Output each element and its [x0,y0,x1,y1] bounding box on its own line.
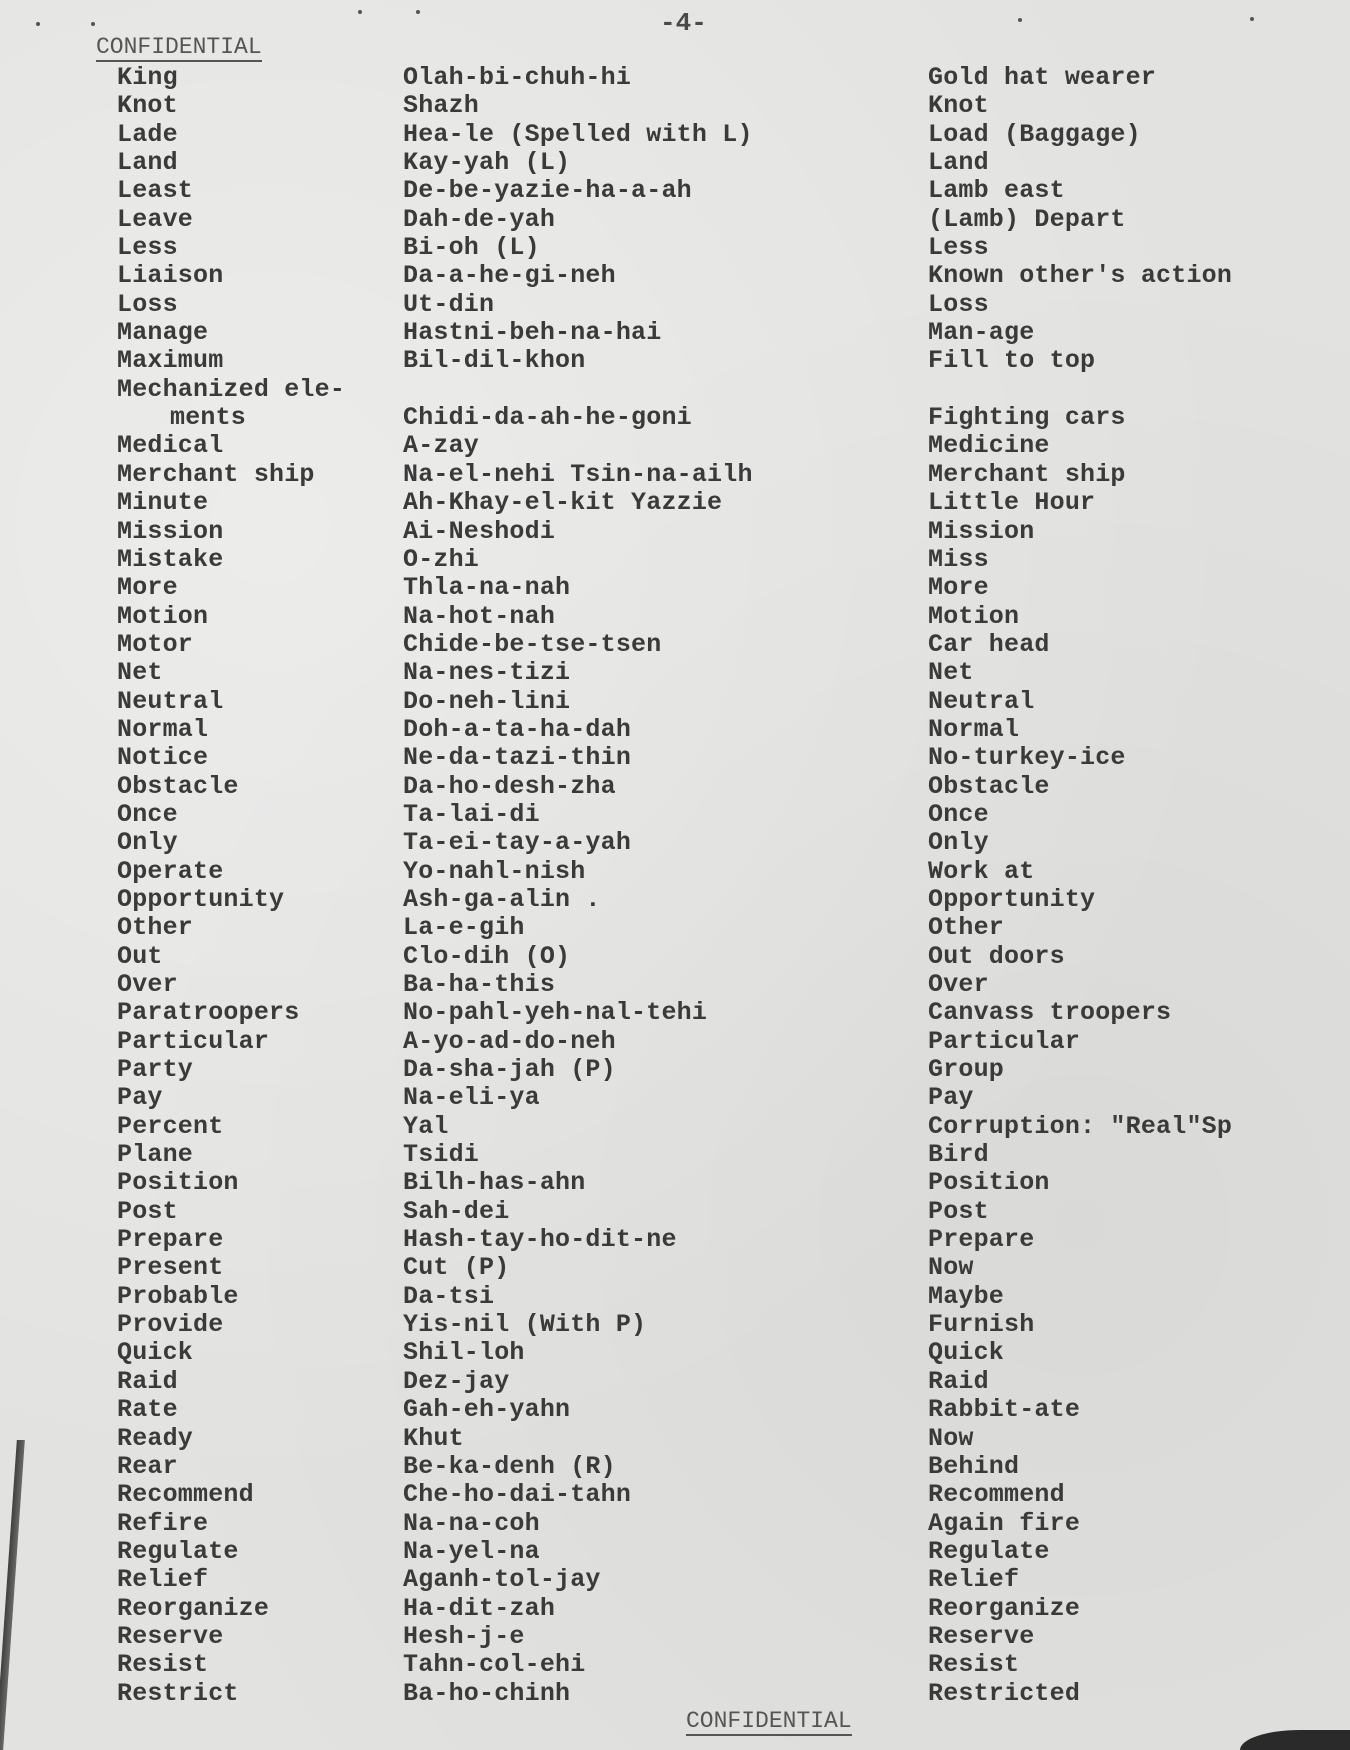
english-word: Obstacle [117,771,239,801]
literal-meaning: Bird [928,1140,989,1170]
navajo-code: Dez-jay [403,1366,510,1396]
english-word: Ready [117,1423,194,1453]
table-row [0,1481,1350,1509]
speck [36,22,40,26]
english-word: Paratroopers [117,998,300,1028]
literal-meaning: Less [928,233,989,263]
english-word: Rear [117,1451,178,1481]
english-word: Mistake [117,544,224,574]
navajo-code: Ne-da-tazi-thin [403,743,632,773]
literal-meaning: Lamb east [928,176,1065,206]
english-word: Mission [117,516,224,546]
english-word: Other [117,913,194,943]
table-row [0,432,1350,460]
footer-confidential-label: CONFIDENTIAL [686,1708,852,1734]
literal-meaning: Once [928,799,989,829]
english-word: Recommend [117,1480,254,1510]
table-row [0,1311,1350,1339]
literal-meaning: Gold hat wearer [928,63,1157,92]
navajo-code: Bi-oh (L) [403,233,540,263]
navajo-code: A-zay [403,431,480,461]
english-word: Opportunity [117,884,285,914]
literal-meaning: Relief [928,1565,1020,1595]
table-row [0,1141,1350,1169]
english-word: Notice [117,743,209,773]
literal-meaning: Regulate [928,1536,1050,1566]
navajo-code: Da-tsi [403,1281,495,1311]
table-row [0,121,1350,149]
table-row [0,92,1350,120]
navajo-code: Bilh-has-ahn [403,1168,586,1198]
table-row [0,64,1350,92]
literal-meaning: Furnish [928,1310,1035,1340]
table-row [0,1510,1350,1538]
english-word: Lade [117,119,178,149]
code-word-table [0,64,1350,1708]
literal-meaning: Particular [928,1026,1081,1056]
table-row [0,404,1350,432]
literal-meaning: Group [928,1055,1005,1085]
literal-meaning: Rabbit-ate [928,1395,1081,1425]
table-row [0,461,1350,489]
navajo-code: Na-na-coh [403,1508,540,1538]
table-row [0,1084,1350,1112]
english-word: Mechanized ele- [117,374,346,404]
navajo-code: Na-el-nehi Tsin-na-ailh [403,459,753,489]
english-word: Rate [117,1395,178,1425]
literal-meaning: Mission [928,516,1035,546]
english-word: Post [117,1196,178,1226]
navajo-code: Dah-de-yah [403,204,556,234]
table-row [0,1368,1350,1396]
table-row [0,744,1350,772]
navajo-code: Doh-a-ta-ha-dah [403,714,632,744]
english-word: Regulate [117,1536,239,1566]
navajo-code: Sah-dei [403,1196,510,1226]
english-word: Plane [117,1140,194,1170]
english-word: Leave [117,204,194,234]
table-row [0,376,1350,404]
table-row [0,489,1350,517]
table-row [0,1538,1350,1566]
navajo-code: No-pahl-yeh-nal-tehi [403,998,708,1028]
navajo-code: A-yo-ad-do-neh [403,1026,616,1056]
table-row [0,1028,1350,1056]
table-row [0,149,1350,177]
literal-meaning: Out doors [928,941,1065,971]
literal-meaning: Reserve [928,1621,1035,1651]
speck [358,10,362,14]
english-word: Position [117,1168,239,1198]
table-row [0,1453,1350,1481]
navajo-code: Da-sha-jah (P) [403,1055,616,1085]
navajo-code: Ah-Khay-el-kit Yazzie [403,488,723,518]
header-confidential-label: CONFIDENTIAL [96,34,262,60]
english-word: Refire [117,1508,209,1538]
english-word: Prepare [117,1225,224,1255]
literal-meaning: Prepare [928,1225,1035,1255]
table-row [0,1651,1350,1679]
navajo-code: Chidi-da-ah-he-goni [403,403,692,433]
english-word: Knot [117,91,178,121]
literal-meaning: Man-age [928,318,1035,348]
table-row [0,1339,1350,1367]
navajo-code: Shil-loh [403,1338,525,1368]
literal-meaning: Now [928,1253,974,1283]
english-word: Manage [117,318,209,348]
navajo-code: Hastni-beh-na-hai [403,318,662,348]
table-row [0,1254,1350,1282]
literal-meaning: Raid [928,1366,989,1396]
table-row [0,1566,1350,1594]
table-row [0,518,1350,546]
literal-meaning: Little Hour [928,488,1096,518]
navajo-code: Da-ho-desh-zha [403,771,616,801]
literal-meaning: Pay [928,1083,974,1113]
english-word: Only [117,828,178,858]
speck [91,22,95,26]
navajo-code: Aganh-tol-jay [403,1565,601,1595]
literal-meaning: Loss [928,289,989,319]
navajo-code: Cut (P) [403,1253,510,1283]
table-row [0,546,1350,574]
literal-meaning: Work at [928,856,1035,886]
literal-meaning: Over [928,970,989,999]
english-word: Motion [117,601,209,631]
navajo-code: Che-ho-dai-tahn [403,1480,632,1510]
english-word: Probable [117,1281,239,1311]
english-word: Over [117,970,178,999]
literal-meaning: Normal [928,714,1020,744]
table-row [0,1623,1350,1651]
navajo-code: Tahn-col-ehi [403,1650,586,1680]
literal-meaning: Car head [928,629,1050,659]
literal-meaning: Post [928,1196,989,1226]
literal-meaning: Behind [928,1451,1020,1481]
table-row [0,574,1350,602]
literal-meaning: No-turkey-ice [928,743,1126,773]
navajo-code: Bil-dil-khon [403,346,586,376]
literal-meaning: (Lamb) Depart [928,204,1126,234]
english-word: Minute [117,488,209,518]
english-word: Present [117,1253,224,1283]
literal-meaning: Merchant ship [928,459,1126,489]
navajo-code: O-zhi [403,544,480,574]
table-row [0,801,1350,829]
english-word: Liaison [117,261,224,291]
english-word: More [117,573,178,603]
english-word: ments [170,403,247,433]
literal-meaning: Known other's action [928,261,1233,291]
english-word: Relief [117,1565,209,1595]
navajo-code: Yo-nahl-nish [403,856,586,886]
english-word: Provide [117,1310,224,1340]
english-word: Medical [117,431,224,461]
navajo-code: Hesh-j-e [403,1621,525,1651]
table-row [0,177,1350,205]
literal-meaning: Motion [928,601,1020,631]
navajo-code: Na-nes-tizi [403,658,571,688]
english-word: Quick [117,1338,194,1368]
navajo-code: Chide-be-tse-tsen [403,629,662,659]
navajo-code: Ta-lai-di [403,799,540,829]
literal-meaning: Maybe [928,1281,1005,1311]
literal-meaning: Knot [928,91,989,121]
literal-meaning: Now [928,1423,974,1453]
table-row [0,319,1350,347]
navajo-code: Ba-ho-chinh [403,1678,571,1708]
table-row [0,1680,1350,1708]
literal-meaning: Quick [928,1338,1005,1368]
table-row [0,1198,1350,1226]
navajo-code: Ut-din [403,289,495,319]
navajo-code: Do-neh-lini [403,686,571,716]
table-row [0,688,1350,716]
english-word: Out [117,941,163,971]
literal-meaning: Obstacle [928,771,1050,801]
english-word: Reserve [117,1621,224,1651]
page-number: -4- [660,8,707,38]
table-row [0,1226,1350,1254]
speck [416,10,420,14]
table-row [0,1396,1350,1424]
table-row [0,347,1350,375]
table-row [0,943,1350,971]
literal-meaning: More [928,573,989,603]
table-row [0,603,1350,631]
table-row [0,1169,1350,1197]
literal-meaning: Resist [928,1650,1020,1680]
navajo-code: Hash-tay-ho-dit-ne [403,1225,677,1255]
navajo-code: Ba-ha-this [403,970,556,999]
table-row [0,886,1350,914]
literal-meaning: Load (Baggage) [928,119,1141,149]
english-word: Least [117,176,194,206]
literal-meaning: Restricted [928,1678,1081,1708]
navajo-code: La-e-gih [403,913,525,943]
literal-meaning: Net [928,658,974,688]
speck [1018,18,1022,22]
navajo-code: Olah-bi-chuh-hi [403,63,632,92]
literal-meaning: Canvass troopers [928,998,1172,1028]
navajo-code: Tsidi [403,1140,480,1170]
table-row [0,914,1350,942]
literal-meaning: Opportunity [928,884,1096,914]
navajo-code: Yal [403,1111,449,1141]
english-word: Particular [117,1026,270,1056]
english-word: King [117,63,178,92]
navajo-code: Gah-eh-yahn [403,1395,571,1425]
table-row [0,716,1350,744]
english-word: Merchant ship [117,459,315,489]
english-word: Restrict [117,1678,239,1708]
table-row [0,1056,1350,1084]
english-word: Net [117,658,163,688]
navajo-code: Yis-nil (With P) [403,1310,647,1340]
english-word: Neutral [117,686,224,716]
literal-meaning: Position [928,1168,1050,1198]
literal-meaning: Miss [928,544,989,574]
navajo-code: Ta-ei-tay-a-yah [403,828,632,858]
english-word: Once [117,799,178,829]
english-word: Raid [117,1366,178,1396]
table-row [0,291,1350,319]
navajo-code: Khut [403,1423,464,1453]
english-word: Party [117,1055,194,1085]
literal-meaning: Recommend [928,1480,1065,1510]
literal-meaning: Medicine [928,431,1050,461]
literal-meaning: Only [928,828,989,858]
literal-meaning: Fill to top [928,346,1096,376]
table-row [0,1425,1350,1453]
english-word: Less [117,233,178,263]
navajo-code: Kay-yah (L) [403,148,571,178]
english-word: Percent [117,1111,224,1141]
table-row [0,262,1350,290]
navajo-code: Na-yel-na [403,1536,540,1566]
table-row [0,206,1350,234]
navajo-code: Na-hot-nah [403,601,556,631]
navajo-code: Ai-Neshodi [403,516,556,546]
literal-meaning: Other [928,913,1005,943]
english-word: Loss [117,289,178,319]
literal-meaning: Corruption: "Real"Sp [928,1111,1233,1141]
navajo-code: Thla-na-nah [403,573,571,603]
navajo-code: De-be-yazie-ha-a-ah [403,176,692,206]
navajo-code: Shazh [403,91,480,121]
english-word: Reorganize [117,1593,270,1623]
table-row [0,1113,1350,1141]
english-word: Pay [117,1083,163,1113]
navajo-code: Ha-dit-zah [403,1593,556,1623]
english-word: Maximum [117,346,224,376]
speck [1250,17,1254,21]
literal-meaning: Fighting cars [928,403,1126,433]
table-row [0,829,1350,857]
table-row [0,971,1350,999]
navajo-code: Clo-dih (O) [403,941,571,971]
literal-meaning: Neutral [928,686,1035,716]
literal-meaning: Reorganize [928,1593,1081,1623]
table-row [0,999,1350,1027]
english-word: Resist [117,1650,209,1680]
navajo-code: Hea-le (Spelled with L) [403,119,753,149]
navajo-code: Ash-ga-alin . [403,884,601,914]
navajo-code: Be-ka-denh (R) [403,1451,616,1481]
english-word: Motor [117,629,194,659]
literal-meaning: Again fire [928,1508,1081,1538]
navajo-code: Na-eli-ya [403,1083,540,1113]
english-word: Normal [117,714,209,744]
table-row [0,773,1350,801]
navajo-code: Da-a-he-gi-neh [403,261,616,291]
table-row [0,858,1350,886]
english-word: Land [117,148,178,178]
table-row [0,631,1350,659]
literal-meaning: Land [928,148,989,178]
table-row [0,1595,1350,1623]
table-row [0,1283,1350,1311]
table-row [0,234,1350,262]
table-row [0,659,1350,687]
english-word: Operate [117,856,224,886]
